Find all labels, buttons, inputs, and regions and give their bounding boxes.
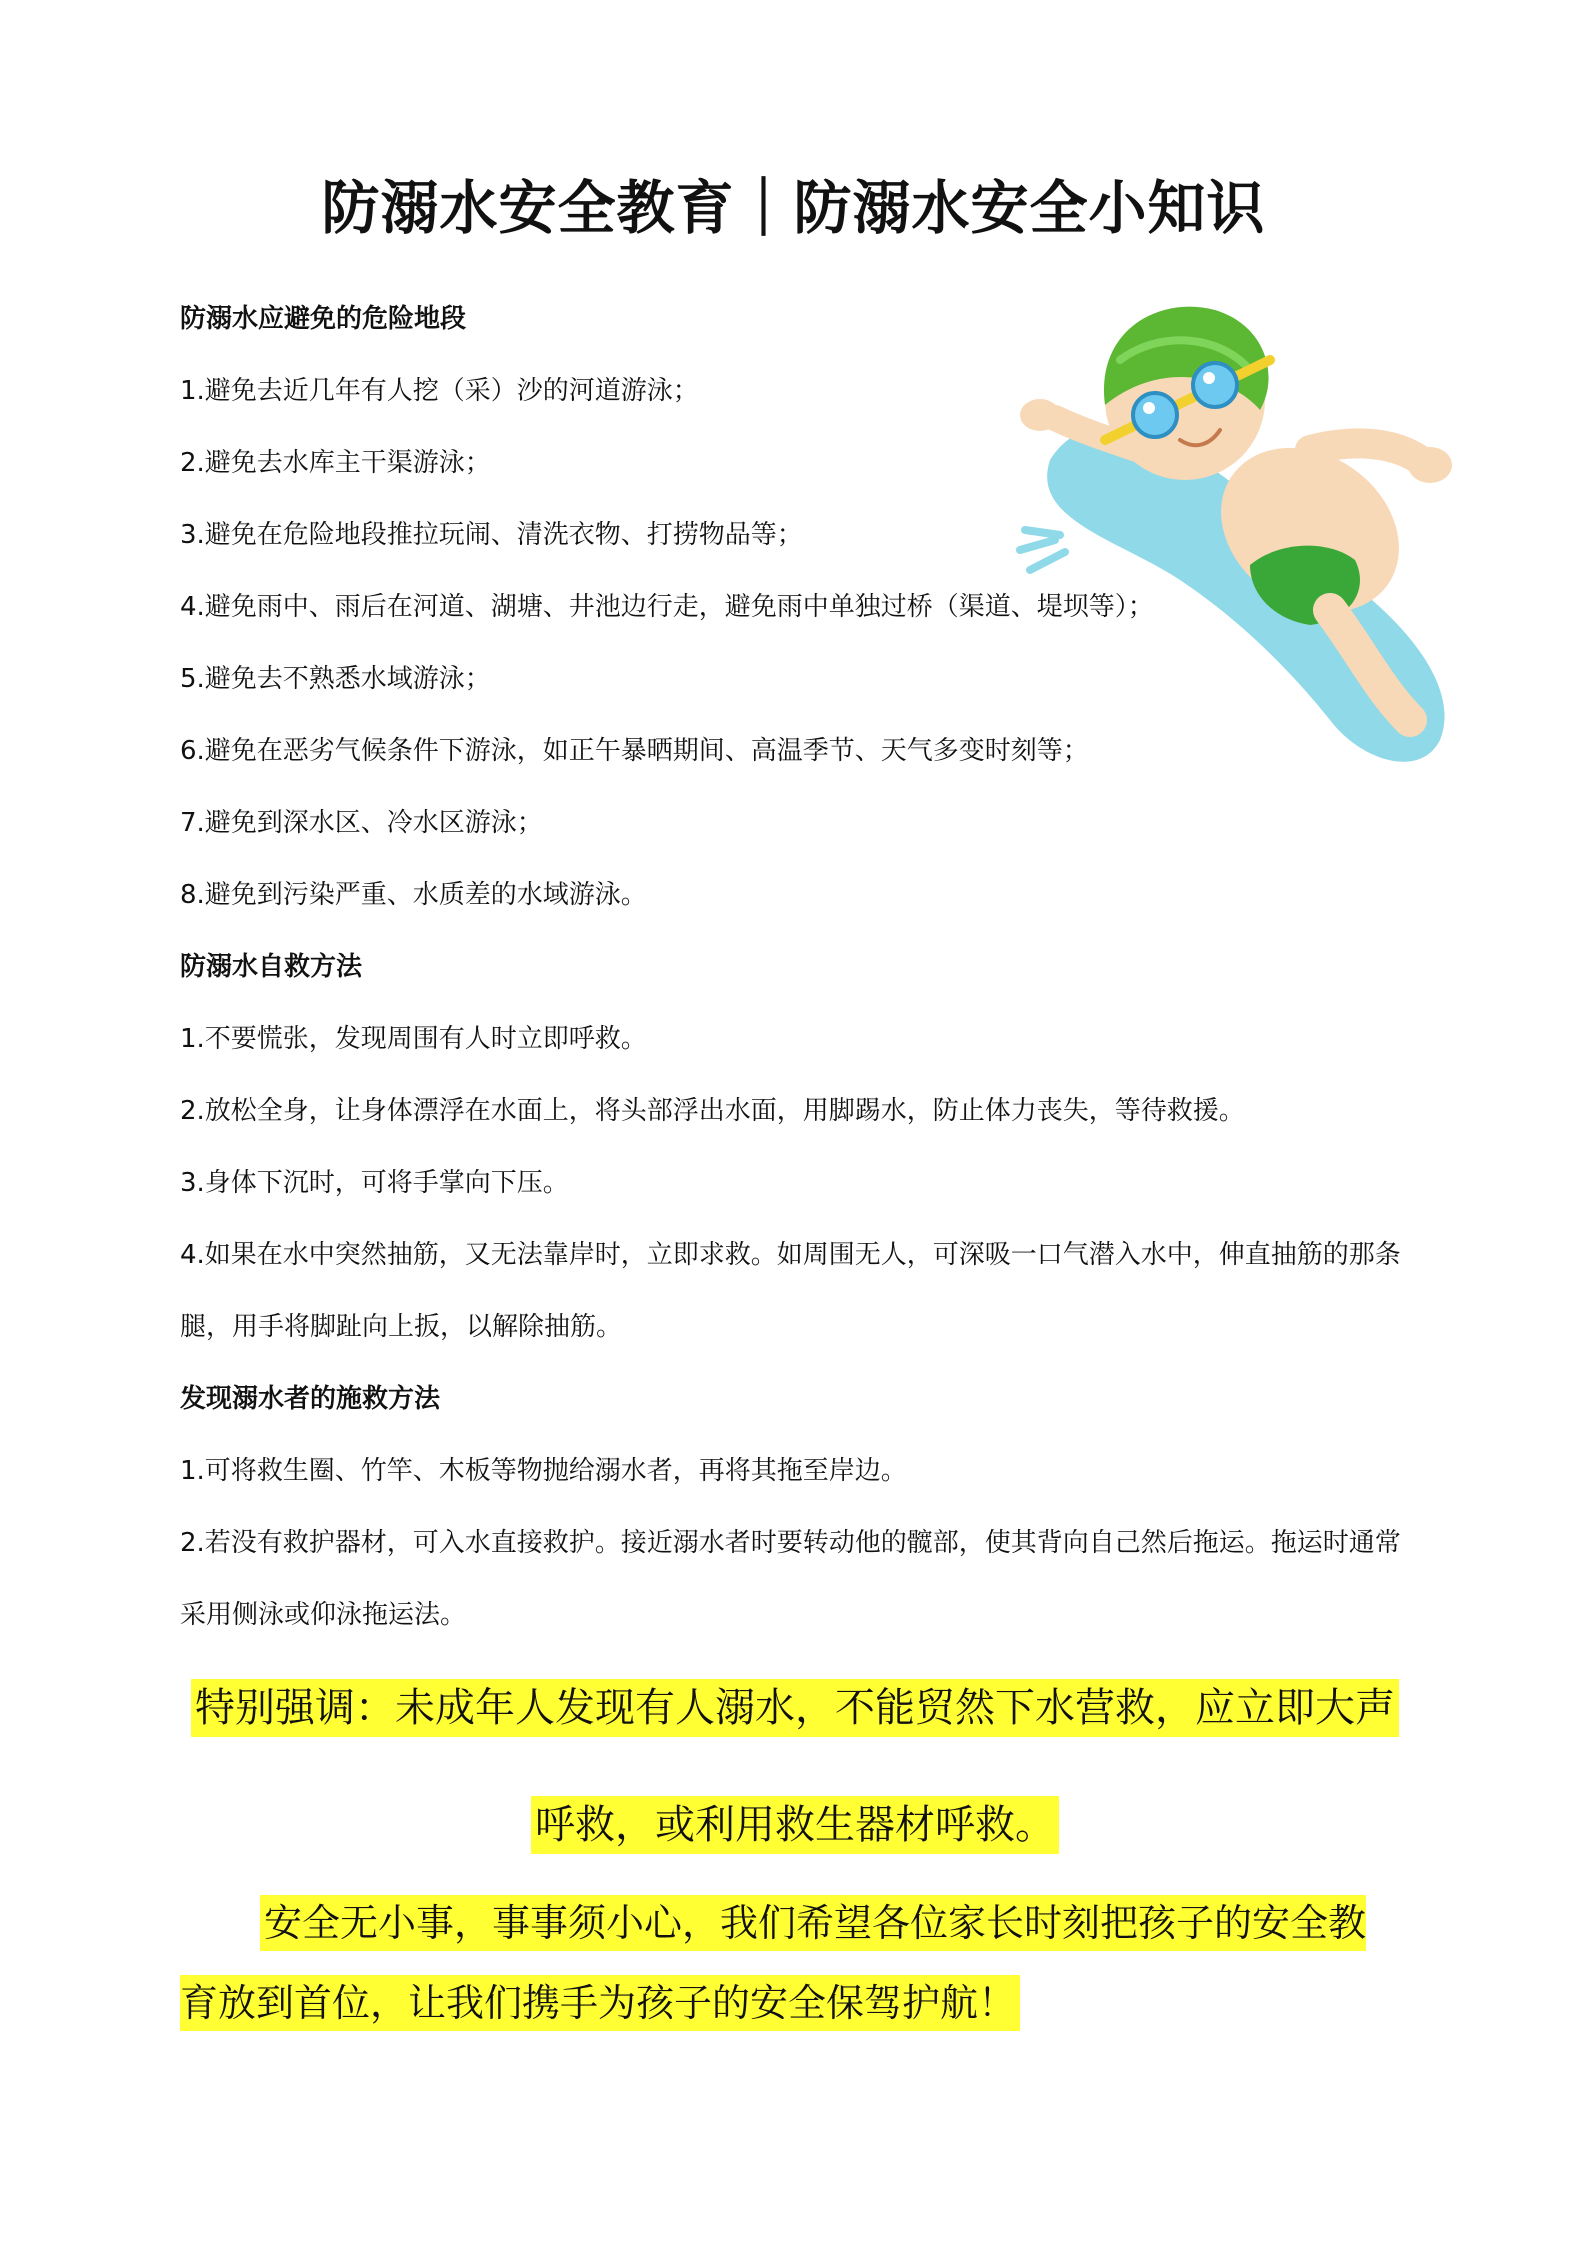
closing-text: 安全无小事，事事须小心，我们希望各位家长时刻把孩子的安全教育放到首位，让我们携手为孩子的安全保驾护航！: [180, 1895, 1366, 2031]
list-item: 2.若没有救护器材，可入水直接救护。接近溺水者时要转动他的髋部，使其背向自己然后拖运。拖运时通常采用侧泳或仰泳拖运法。: [180, 1528, 1401, 1630]
section-heading-danger: 防溺水应避免的危险地段: [180, 304, 467, 334]
list-item: 4.如果在水中突然抽筋，又无法靠岸时，立即求救。如周围无人，可深吸一口气潜入水中，伸直抽筋的那条腿，用手将脚趾向上扳，以解除抽筋。: [180, 1240, 1401, 1342]
list-item: 3.身体下沉时，可将手掌向下压。: [180, 1168, 569, 1198]
list-item: 1.避免去近几年有人挖（采）沙的河道游泳；: [180, 376, 699, 406]
goggle-lens: [1193, 363, 1237, 407]
page-title: 防溺水安全教育｜防溺水安全小知识: [321, 174, 1266, 242]
list-item: 1.可将救生圈、竹竿、木板等物抛给溺水者，再将其拖至岸边。: [180, 1456, 907, 1486]
emphasis-line-1: 特别强调：未成年人发现有人溺水，不能贸然下水营救，应立即大声: [191, 1679, 1399, 1737]
list-item: 2.放松全身，让身体漂浮在水面上，将头部浮出水面，用脚踢水，防止体力丧失，等待救援。: [180, 1096, 1245, 1126]
swimmer-icon: [1010, 290, 1470, 770]
list-item: 7.避免到深水区、冷水区游泳；: [180, 808, 543, 838]
list-item: 5.避免去不熟悉水域游泳；: [180, 664, 491, 694]
section-heading-selfrescue: 防溺水自救方法: [180, 952, 363, 982]
list-item: 3.避免在危险地段推拉玩闹、清洗衣物、打捞物品等；: [180, 520, 803, 550]
list-item: 4.避免雨中、雨后在河道、湖塘、井池边行走，避免雨中单独过桥（渠道、堤坝等）；: [180, 592, 1154, 622]
section-heading-rescue: 发现溺水者的施救方法: [180, 1384, 441, 1414]
goggle-lens: [1133, 393, 1177, 437]
emphasis-line-2: 呼救，或利用救生器材呼救。: [531, 1796, 1059, 1854]
emphasis-note: [190, 1650, 1400, 1884]
list-item: 2.避免去水库主干渠游泳；: [180, 448, 491, 478]
list-item: 6.避免在恶劣气候条件下游泳，如正午暴晒期间、高温季节、天气多变时刻等；: [180, 736, 1089, 766]
list-item: 1.不要慌张，发现周围有人时立即呼救。: [180, 1024, 647, 1054]
closing-note: [180, 1883, 1390, 2043]
list-item: 8.避免到污染严重、水质差的水域游泳。: [180, 880, 647, 910]
